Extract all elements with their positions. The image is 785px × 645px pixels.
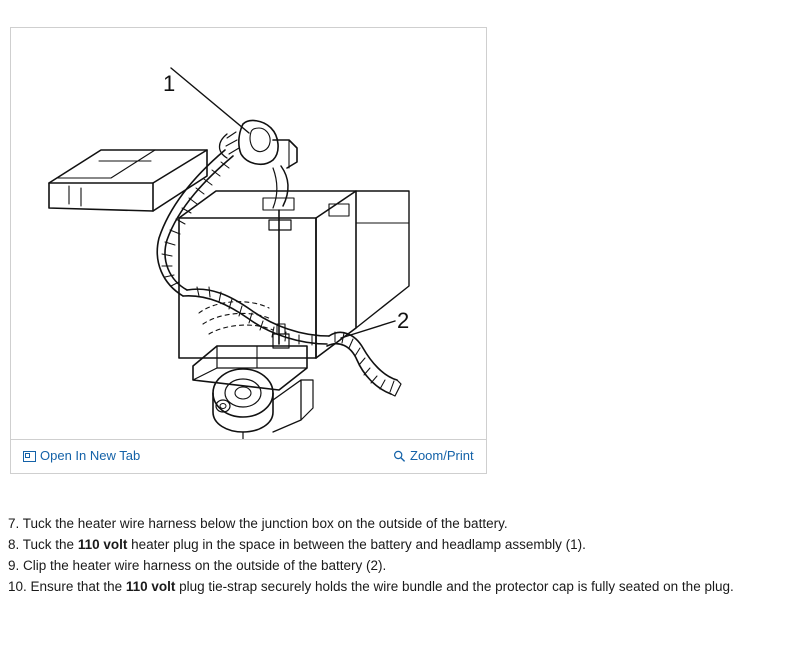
step-text-emphasis: 110 volt xyxy=(125,579,176,594)
step-number: 9. xyxy=(8,558,20,573)
open-in-new-tab-button[interactable] xyxy=(23,447,140,465)
instruction-step xyxy=(8,555,778,576)
figure-toolbar xyxy=(11,439,486,473)
step-text: Ensure that the xyxy=(30,579,126,594)
figure-panel xyxy=(10,27,487,474)
step-number: 10. xyxy=(8,579,27,594)
zoom-print-label: Zoom/Print xyxy=(410,448,474,463)
open-in-new-tab-label: Open In New Tab xyxy=(40,448,141,463)
wiring-diagram-illustration xyxy=(11,28,486,440)
instruction-list xyxy=(8,513,778,597)
step-number: 8. xyxy=(8,537,20,552)
instruction-step xyxy=(8,534,778,555)
figure-image xyxy=(11,28,486,440)
callout-1-label: 1 xyxy=(163,71,176,96)
zoom-print-button[interactable] xyxy=(393,447,474,465)
step-text: Clip the heater wire harness on the outside of the battery (2). xyxy=(23,558,387,573)
step-text: Tuck the heater wire harness below the junction box on the outside of the battery. xyxy=(22,516,508,531)
callout-2-label: 2 xyxy=(397,308,410,333)
step-text: Tuck the xyxy=(22,537,78,552)
step-text-emphasis: 110 volt xyxy=(77,537,128,552)
step-text: heater plug in the space in between the battery and headlamp assembly (1). xyxy=(127,537,586,552)
step-number: 7. xyxy=(8,516,20,531)
instruction-step xyxy=(8,576,778,597)
magnifier-icon xyxy=(393,450,406,462)
instruction-step xyxy=(8,513,778,534)
open-in-new-tab-icon xyxy=(23,450,36,462)
step-text: plug tie-strap securely holds the wire bundle and the protector cap is fully seated on the plug. xyxy=(175,579,734,594)
